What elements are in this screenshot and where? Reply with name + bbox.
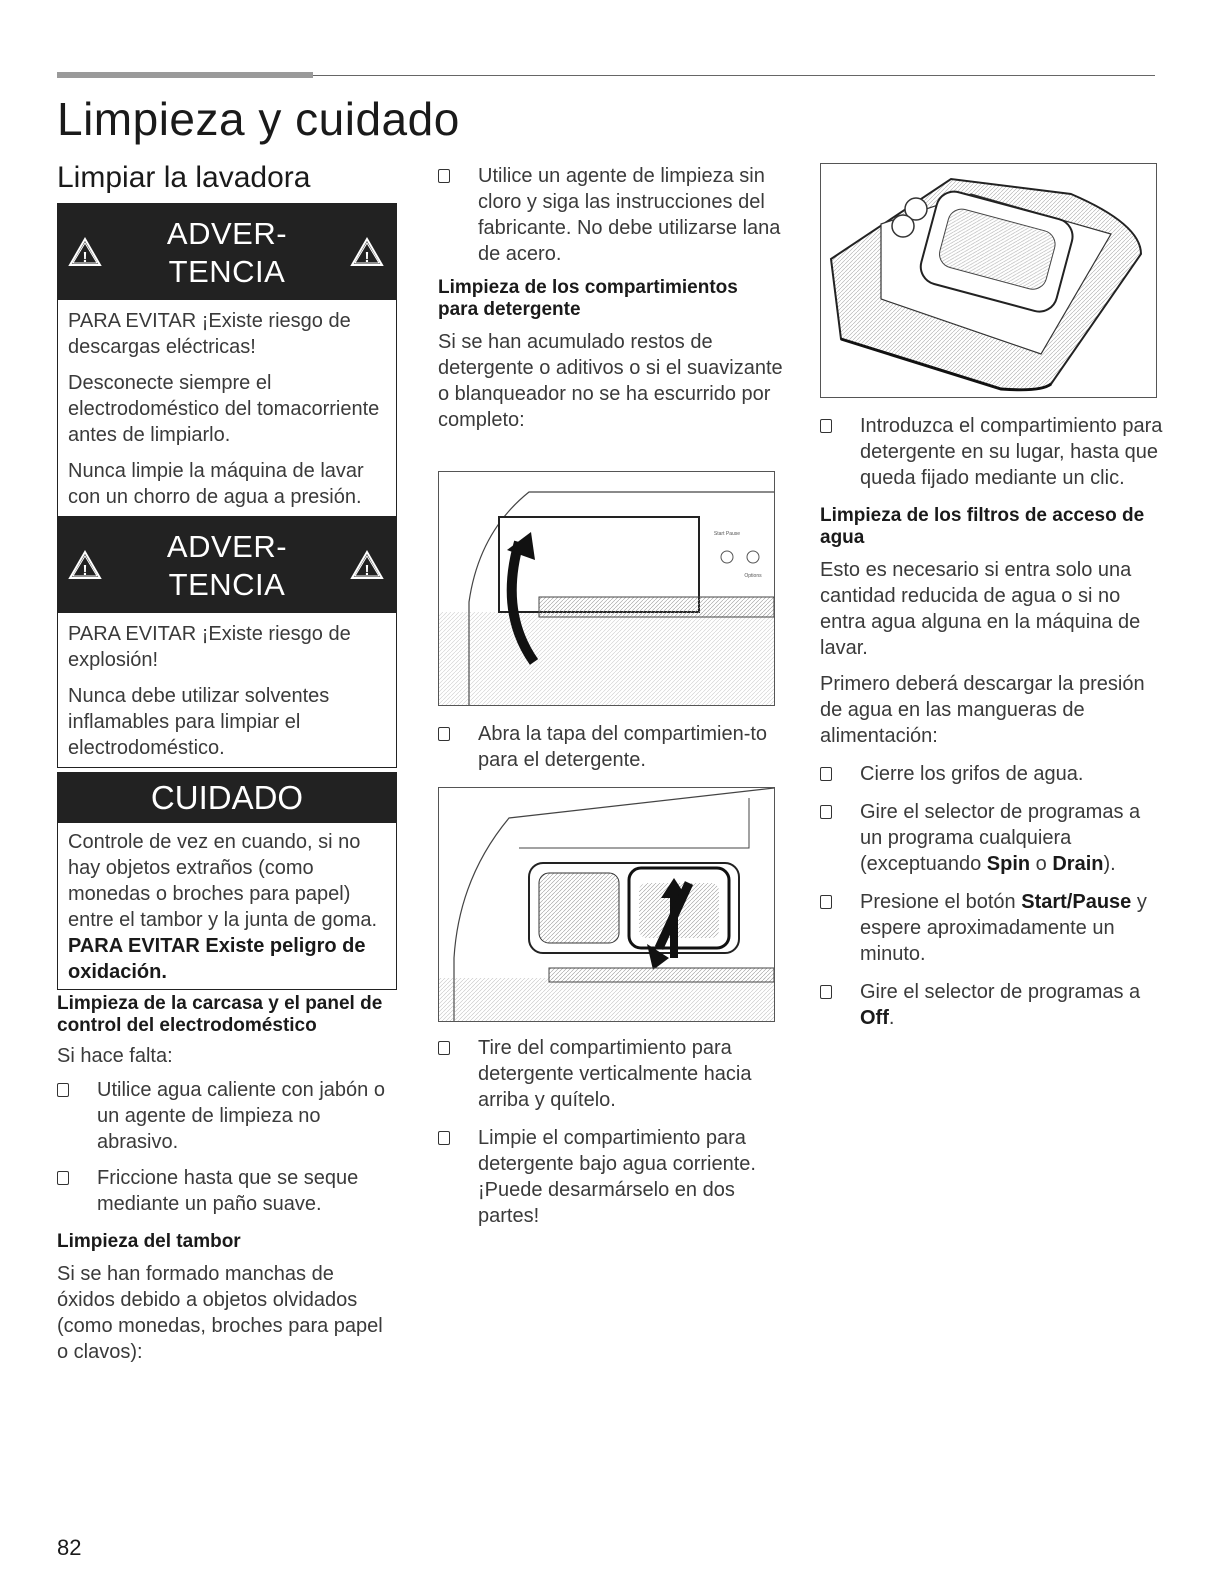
column-2-top — [438, 163, 783, 433]
svg-text:!: ! — [364, 249, 370, 266]
warning-title-line2: TENCIA — [168, 567, 286, 602]
warning-header — [58, 204, 396, 300]
paragraph: Si se han formado manchas de óxidos debido a objetos olvidados (como monedas, broches para papel o clavos): — [57, 1263, 383, 1363]
section-title: Limpiar la lavadora — [57, 161, 311, 194]
paragraph: Esto es necesario si entra solo una cantidad reducida de agua o si no entra agua alguna en la máquina de lavar. — [820, 559, 1141, 659]
warning-box-explosion — [57, 516, 397, 768]
caution-bold-text: PARA EVITAR Existe peligro de oxidación. — [68, 935, 366, 983]
header-rule-accent — [57, 72, 313, 78]
list-item-text: Cierre los grifos de agua. — [860, 763, 1084, 785]
list-item-text: Introduzca el compartimiento para detergente en su lugar, hasta que queda fijado mediante un clic. — [860, 415, 1163, 489]
figure-pull-compartment — [438, 787, 775, 1022]
checkbox-bullet-icon — [820, 895, 832, 909]
list-item-text: Gire el selector de programas a Off. — [860, 981, 1141, 1029]
checkbox-bullet-icon — [438, 169, 450, 183]
page-title: Limpieza y cuidado — [57, 93, 460, 145]
list-item-text: Utilice agua caliente con jabón o un agente de limpieza no abrasivo. — [97, 1079, 385, 1153]
list-item — [820, 761, 1165, 787]
list-item — [438, 721, 783, 773]
column-2-mid — [438, 721, 783, 773]
list-item-text: Tire del compartimiento para detergente verticalmente hacia arriba y quítelo. — [478, 1037, 752, 1111]
list-item — [57, 1165, 397, 1217]
checkbox-bullet-icon — [57, 1083, 69, 1097]
column-3 — [820, 413, 1165, 1031]
warning-title-line1: ADVER- — [166, 216, 288, 251]
warning-text: Nunca limpie la máquina de lavar con un chorro de agua a presión. — [68, 460, 364, 508]
list-item — [820, 413, 1165, 491]
caution-text: Controle de vez en cuando, si no hay objetos extraños (como monedas o broches para papel) entre el tambor y la junta de goma. — [68, 831, 378, 931]
warning-box-electric — [57, 203, 397, 517]
list-item — [820, 799, 1165, 877]
svg-text:!: ! — [364, 562, 370, 579]
warning-title-line1: ADVER- — [166, 529, 288, 564]
checkbox-bullet-icon — [57, 1171, 69, 1185]
warning-title-line2: TENCIA — [168, 254, 286, 289]
column-2-bottom — [438, 1035, 783, 1229]
list-item — [438, 1035, 783, 1113]
checkbox-bullet-icon — [820, 985, 832, 999]
svg-text:!: ! — [82, 562, 88, 579]
warning-text: PARA EVITAR ¡Existe riesgo de explosión! — [68, 623, 351, 671]
heading-filter-cleaning: Limpieza de los filtros de acceso de agua — [820, 505, 1145, 548]
warning-header — [58, 517, 396, 613]
warning-icon — [350, 237, 384, 267]
list-item-text: Friccione hasta que se seque mediante un paño suave. — [97, 1167, 359, 1215]
checkbox-bullet-icon — [820, 805, 832, 819]
panel-label: Options — [744, 573, 762, 579]
paragraph: Si se han acumulado restos de detergente o aditivos o si el suavizante o blanqueador no se ha escurrido por completo: — [438, 331, 783, 431]
list-item-text: Presione el botón Start/Pause y espere aproximadamente un minuto. — [860, 891, 1147, 965]
list-item-text: Abra la tapa del compartimien-to para el detergente. — [478, 723, 768, 771]
heading-case-cleaning: Limpieza de la carcasa y el panel de control del electrodoméstico — [57, 993, 383, 1036]
checkbox-bullet-icon — [820, 767, 832, 781]
list-item-text: Utilice un agente de limpieza sin cloro y siga las instrucciones del fabricante. No debe utilizarse lana de acero. — [478, 165, 781, 265]
checkbox-bullet-icon — [820, 419, 832, 433]
figure-open-lid — [438, 471, 775, 706]
svg-text:!: ! — [82, 249, 88, 266]
paragraph: Si hace falta: — [57, 1045, 173, 1067]
caution-box — [57, 772, 397, 990]
checkbox-bullet-icon — [438, 727, 450, 741]
caution-header: CUIDADO — [58, 773, 396, 823]
warning-text: Desconecte siempre el electrodoméstico del tomacorriente antes de limpiarlo. — [68, 372, 380, 446]
warning-text: Nunca debe utilizar solventes inflamables para limpiar el electrodoméstico. — [68, 685, 330, 759]
list-item-text: Limpie el compartimiento para detergente bajo agua corriente. ¡Puede desarmárselo en dos partes! — [478, 1127, 756, 1227]
list-item — [820, 979, 1165, 1031]
list-item — [57, 1077, 397, 1155]
heading-drum-cleaning: Limpieza del tambor — [57, 1231, 241, 1252]
list-item — [438, 1125, 783, 1229]
paragraph: Primero deberá descargar la presión de agua en las mangueras de alimentación: — [820, 673, 1145, 747]
list-item — [820, 889, 1165, 967]
page-number: 82 — [57, 1535, 82, 1560]
warning-text: PARA EVITAR ¡Existe riesgo de descargas eléctricas! — [68, 310, 351, 358]
heading-detergent-cleaning: Limpieza de los compartimientos para detergente — [438, 277, 738, 320]
header-rule — [313, 75, 1155, 76]
checkbox-bullet-icon — [438, 1131, 450, 1145]
list-item-text: Gire el selector de programas a un programa cualquiera (exceptuando Spin o Drain). — [860, 801, 1141, 875]
checkbox-bullet-icon — [438, 1041, 450, 1055]
panel-label: Start Pause — [713, 531, 741, 537]
list-item — [438, 163, 783, 267]
warning-icon — [350, 550, 384, 580]
figure-detergent-drawer — [820, 163, 1157, 398]
column-1-lower — [57, 993, 397, 1365]
